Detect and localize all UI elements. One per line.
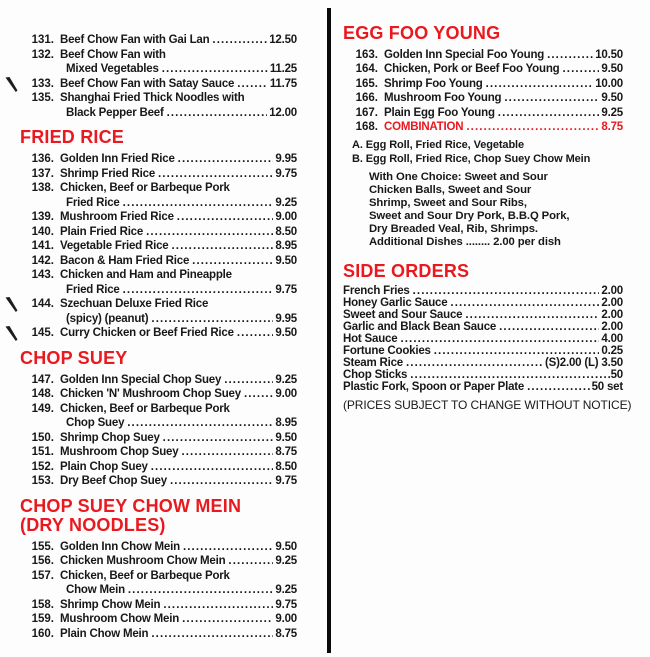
item-name: Golden Inn Special Foo Young <box>384 49 545 61</box>
item-number: 142. <box>31 254 54 267</box>
section-fried-rice <box>20 128 297 341</box>
menu-item-line-continued <box>20 106 297 121</box>
menu-item-line <box>20 540 297 555</box>
item-name: Chicken and Ham and Pineapple <box>60 269 232 281</box>
menu-item <box>343 91 623 105</box>
menu-item-line <box>20 569 297 584</box>
menu-item <box>343 382 623 394</box>
dot-leader <box>237 77 268 92</box>
item-number: 152. <box>31 460 54 473</box>
item-number: 156. <box>31 555 54 567</box>
item-name: Chicken, Beef or Barbeque Pork <box>60 569 230 582</box>
item-price: 9.50 <box>275 431 297 444</box>
menu-item <box>343 346 623 358</box>
item-name: Plain Chop Suey <box>60 460 148 473</box>
item-number: 137. <box>31 167 54 180</box>
item-number: 167. <box>355 106 378 119</box>
item-price: 9.50 <box>275 327 297 339</box>
item-number: 149. <box>31 402 54 415</box>
item-name: Steam Rice <box>343 356 404 369</box>
dot-leader <box>178 152 274 167</box>
menu-item <box>343 48 623 62</box>
item-name: Golden Inn Chow Mein <box>60 540 180 553</box>
item-name: Mushroom Fried Rice <box>60 211 174 223</box>
item-price: 9.50 <box>275 540 297 553</box>
menu-item-line <box>343 77 623 91</box>
item-price: 9.00 <box>275 613 297 625</box>
item-price: 8.95 <box>275 417 297 429</box>
menu-item <box>20 167 297 182</box>
menu-item <box>20 268 297 297</box>
item-price: 9.95 <box>275 153 297 165</box>
menu-item-line <box>20 181 297 196</box>
item-number: 160. <box>31 627 54 640</box>
item-name-continued: Fried Rice <box>66 196 120 209</box>
item-price: 8.75 <box>275 627 297 640</box>
item-name: Beef Chow Fan with Satay Sauce <box>60 77 235 90</box>
dot-leader <box>486 77 594 91</box>
item-number: 147. <box>31 373 54 386</box>
menu-item-line <box>343 370 623 382</box>
item-number: 135. <box>31 92 54 104</box>
item-price: 10.50 <box>595 49 623 61</box>
item-number: 150. <box>31 431 54 444</box>
menu-item-line <box>343 91 623 105</box>
menu-item <box>20 387 297 402</box>
item-price: 2.00 <box>601 297 623 310</box>
menu-item <box>343 106 623 120</box>
item-price: 0.25 <box>601 344 623 357</box>
item-price: 9.25 <box>601 106 623 119</box>
item-name: Beef Chow Fan with <box>60 48 166 61</box>
dot-leader <box>498 106 600 120</box>
menu-item <box>20 627 297 642</box>
menu-item-line <box>20 612 297 627</box>
menu-item-line <box>20 268 297 283</box>
item-price: 9.75 <box>275 475 297 487</box>
item-list <box>20 152 297 341</box>
item-name: Golden Inn Fried Rice <box>60 153 175 165</box>
section-chop-suey-chow-mein <box>20 497 297 642</box>
menu-item-line <box>20 445 297 460</box>
text-line: With One Choice: Sweet and Sour <box>369 171 548 184</box>
item-list <box>343 286 623 393</box>
menu-item <box>20 91 297 120</box>
dot-leader <box>466 120 599 134</box>
item-price: 9.25 <box>275 196 297 209</box>
item-name: French Fries <box>343 285 410 298</box>
item-name: Plain Fried Rice <box>60 225 144 238</box>
item-price: 9.75 <box>275 598 297 611</box>
item-name: Plain Chow Mein <box>60 627 149 640</box>
menu-item-line <box>20 373 297 388</box>
menu-item <box>20 569 297 598</box>
menu-item-line-continued <box>20 62 297 77</box>
item-number: 133. <box>31 77 54 90</box>
dot-leader <box>162 62 268 77</box>
dot-leader <box>170 474 273 489</box>
dot-leader <box>228 554 273 569</box>
menu-item-line <box>20 239 297 254</box>
item-number: 132. <box>31 48 54 61</box>
menu-item-line <box>20 91 297 106</box>
item-number: 163. <box>355 49 378 61</box>
menu-item-line <box>343 48 623 62</box>
menu-item <box>343 62 623 76</box>
menu-item <box>20 460 297 475</box>
item-name: Bacon & Ham Fried Rice <box>60 254 190 267</box>
dot-leader <box>400 334 599 346</box>
item-number: 166. <box>355 92 378 105</box>
item-number: 136. <box>31 153 54 165</box>
menu-item <box>20 48 297 77</box>
item-list <box>20 540 297 642</box>
column-divider <box>327 8 331 653</box>
menu-item-line-continued <box>20 583 297 598</box>
item-number: 159. <box>31 613 54 625</box>
dot-leader <box>450 298 599 310</box>
menu-item-line <box>20 48 297 63</box>
dot-leader <box>151 460 274 475</box>
item-price: 8.95 <box>275 240 297 252</box>
item-name: Fortune Cookies <box>343 344 431 357</box>
dot-leader <box>123 196 274 211</box>
menu-item <box>20 77 297 92</box>
menu-item <box>343 370 623 382</box>
menu-item-line <box>343 346 623 358</box>
item-number: 168. <box>355 121 378 134</box>
item-number: 141. <box>31 240 54 252</box>
menu-item <box>20 598 297 613</box>
dot-leader <box>406 358 543 370</box>
menu-item-line <box>20 554 297 569</box>
item-name: Plastic Fork, Spoon or Paper Plate <box>343 380 525 393</box>
menu-item-line <box>20 598 297 613</box>
item-number: 139. <box>31 211 54 223</box>
menu-item <box>343 77 623 91</box>
dot-leader <box>192 254 273 269</box>
menu-item <box>20 445 297 460</box>
item-number: 155. <box>31 540 54 553</box>
menu-item <box>20 431 297 446</box>
item-number: 165. <box>355 77 378 90</box>
item-number: 140. <box>31 225 54 238</box>
menu-item-line <box>20 326 297 341</box>
item-price: 9.50 <box>601 92 623 105</box>
dot-leader <box>151 627 273 642</box>
item-list <box>20 373 297 489</box>
menu-item <box>20 152 297 167</box>
item-price: 9.25 <box>275 584 297 596</box>
dot-leader <box>146 225 273 240</box>
item-name: Chicken, Pork or Beef Foo Young <box>384 63 560 76</box>
menu-item-line <box>20 254 297 269</box>
text-line: Additional Dishes ........ 2.00 per dish <box>369 236 561 249</box>
item-price: 8.50 <box>275 460 297 473</box>
menu-item-line <box>20 77 297 92</box>
item-price: 9.75 <box>275 283 297 296</box>
item-name: Mushroom Chop Suey <box>60 446 179 458</box>
item-name: Golden Inn Special Chop Suey <box>60 373 222 386</box>
item-name: Sweet and Sour Sauce <box>343 309 463 322</box>
item-name: Chicken Mushroom Chow Mein <box>60 555 226 567</box>
item-number: 143. <box>31 269 54 281</box>
dot-leader <box>237 326 274 341</box>
item-name: Chop Sticks <box>343 368 408 381</box>
item-name-continued: (spicy) (peanut) <box>66 312 149 325</box>
menu-item <box>20 181 297 210</box>
section-heading-line2: (DRY NOODLES) <box>20 514 166 535</box>
menu-item-line <box>20 167 297 182</box>
item-price: 11.75 <box>269 77 297 90</box>
item-name: Shrimp Chow Mein <box>60 598 161 611</box>
item-price: 2.00 <box>601 309 623 322</box>
section-side-orders <box>343 261 632 413</box>
item-price: 9.50 <box>601 63 623 76</box>
dot-leader <box>181 445 273 460</box>
dot-leader <box>562 62 599 76</box>
section-chop-suey <box>20 349 297 489</box>
menu-item <box>20 373 297 388</box>
item-number: 145. <box>31 327 54 339</box>
item-name: Mushroom Foo Young <box>384 92 502 105</box>
text-line: Dry Breaded Veal, Rib, Shrimps. <box>369 223 538 236</box>
dot-leader <box>547 48 593 62</box>
menu-item-line <box>20 431 297 446</box>
dot-leader <box>499 322 599 334</box>
menu-item-line <box>343 382 623 394</box>
menu-item-line <box>343 358 623 370</box>
text-line: B. Egg Roll, Fried Rice, Chop Suey Chow Mein <box>352 152 591 165</box>
item-list <box>20 33 297 120</box>
section-egg-foo-young <box>343 24 623 249</box>
menu-item-line <box>20 210 297 225</box>
item-price: 8.75 <box>601 121 623 134</box>
right-column <box>343 23 632 413</box>
item-name: Chicken, Beef or Barbeque Pork <box>60 402 230 415</box>
item-number: 157. <box>31 569 54 582</box>
section-heading: EGG FOO YOUNG <box>343 23 501 43</box>
menu-item-line <box>343 334 623 346</box>
text-line: Shrimp, Sweet and Sour Ribs, <box>369 197 527 210</box>
item-name: Beef Chow Fan with Gai Lan <box>60 34 210 46</box>
dot-leader <box>163 431 274 446</box>
item-price: 9.00 <box>275 211 297 223</box>
item-price: 9.50 <box>275 254 297 267</box>
item-name: Szechuan Deluxe Fried Rice <box>60 298 209 310</box>
menu-item <box>20 474 297 489</box>
menu-item-line <box>20 460 297 475</box>
dot-leader <box>172 239 274 254</box>
dot-leader <box>167 106 268 121</box>
item-name: Chicken 'N' Mushroom Chop Suey <box>60 388 241 400</box>
menu-item-line-continued <box>20 312 297 327</box>
item-name: Vegetable Fried Rice <box>60 240 169 252</box>
text-line: A. Egg Roll, Fried Rice, Vegetable <box>352 139 525 152</box>
dot-leader <box>128 583 274 598</box>
menu-item-line <box>20 152 297 167</box>
dot-leader <box>123 283 274 298</box>
item-price: 8.50 <box>275 225 297 238</box>
item-price: 11.25 <box>269 63 297 75</box>
dot-leader <box>410 370 605 382</box>
menu-item-line-continued <box>20 283 297 298</box>
menu-item-line <box>20 387 297 402</box>
dot-leader <box>151 312 273 327</box>
section-heading: CHOP SUEY CHOW MEIN <box>20 495 242 516</box>
item-name-continued: Chop Suey <box>66 417 125 429</box>
menu-item-line <box>20 402 297 417</box>
section-noodles-continued <box>20 33 297 120</box>
slash-mark-icon <box>5 297 18 312</box>
item-price: 9.25 <box>275 373 297 386</box>
item-price: 9.00 <box>275 388 297 400</box>
menu-item <box>20 326 297 341</box>
item-list <box>343 48 623 134</box>
dot-leader <box>127 416 273 431</box>
slash-mark-icon <box>5 77 18 92</box>
left-column <box>0 0 327 641</box>
item-number: 138. <box>31 182 54 194</box>
item-price: 2.00 <box>601 320 623 333</box>
item-price: 50 set <box>591 380 623 393</box>
item-name: Dry Beef Chop Suey <box>60 475 167 487</box>
menu-item <box>20 402 297 431</box>
item-price: 9.95 <box>275 312 297 325</box>
dot-leader <box>434 346 600 358</box>
menu-item <box>20 540 297 555</box>
combo-note <box>369 171 623 249</box>
item-price: 9.25 <box>275 555 297 567</box>
menu-item-line <box>20 33 297 48</box>
item-name-continued: Mixed Vegetables <box>66 63 159 75</box>
item-number: 151. <box>31 446 54 458</box>
menu-item-line <box>343 106 623 120</box>
item-number: 158. <box>31 598 54 611</box>
item-number: 164. <box>355 63 378 76</box>
menu-item <box>343 358 623 370</box>
dot-leader <box>158 167 273 182</box>
slash-mark-icon <box>5 326 18 341</box>
item-number: 144. <box>31 298 54 310</box>
dot-leader <box>504 91 599 105</box>
dot-leader <box>163 598 273 613</box>
text-line: Sweet and Sour Dry Pork, B.B.Q Pork, <box>369 210 570 223</box>
item-name: Shanghai Fried Thick Noodles with <box>60 92 245 104</box>
dot-leader <box>177 210 274 225</box>
item-name: Curry Chicken or Beef Fried Rice <box>60 327 234 339</box>
section-heading: FRIED RICE <box>20 127 125 147</box>
item-name: Honey Garlic Sauce <box>343 297 448 310</box>
menu-item <box>343 334 623 346</box>
item-number: 148. <box>31 388 54 400</box>
item-name-continued: Fried Rice <box>66 283 120 296</box>
item-name: Plain Egg Foo Young <box>384 106 495 119</box>
dot-leader <box>527 382 589 394</box>
menu-item <box>20 210 297 225</box>
menu-item <box>20 297 297 326</box>
menu-item <box>20 225 297 240</box>
item-number: 153. <box>31 475 54 487</box>
item-name: Garlic and Black Bean Sauce <box>343 320 497 333</box>
menu-item <box>20 612 297 627</box>
item-name: Mushroom Chow Mein <box>60 613 180 625</box>
menu-item <box>20 33 297 48</box>
item-name: Shrimp Foo Young <box>384 77 483 90</box>
dot-leader <box>183 540 273 555</box>
item-name: Chicken, Beef or Barbeque Pork <box>60 182 230 194</box>
dot-leader <box>244 387 273 402</box>
menu-item-line <box>20 297 297 312</box>
item-name: Hot Sauce <box>343 332 398 345</box>
item-price: 12.00 <box>269 106 297 119</box>
menu-item-line <box>20 225 297 240</box>
text-line: Chicken Balls, Sweet and Sour <box>369 184 532 197</box>
item-price: .50 <box>607 368 623 381</box>
item-price: 10.00 <box>595 77 623 90</box>
item-price: 2.00 <box>601 285 623 298</box>
item-price: 12.50 <box>269 34 297 46</box>
item-price: 8.75 <box>275 446 297 458</box>
menu-item-line <box>343 120 623 134</box>
price-notice: (PRICES SUBJECT TO CHANGE WITHOUT NOTICE) <box>343 398 632 413</box>
menu-item-line <box>20 474 297 489</box>
item-number: 131. <box>31 34 54 46</box>
combo-options <box>352 139 623 166</box>
menu-item-line-continued <box>20 196 297 211</box>
item-price: (S)2.00 (L) 3.50 <box>545 356 623 369</box>
item-name: Shrimp Chop Suey <box>60 431 160 444</box>
item-name: COMBINATION <box>384 121 464 134</box>
item-name: Shrimp Fried Rice <box>60 167 156 180</box>
item-name-continued: Black Pepper Beef <box>66 106 164 119</box>
dot-leader <box>212 33 267 48</box>
section-heading: SIDE ORDERS <box>343 261 470 282</box>
dot-leader <box>224 373 273 388</box>
menu-item <box>20 554 297 569</box>
menu-item-line <box>20 627 297 642</box>
menu-item-line-continued <box>20 416 297 431</box>
menu-item <box>20 254 297 269</box>
menu-item <box>343 120 623 134</box>
menu-item <box>20 239 297 254</box>
section-heading: CHOP SUEY <box>20 347 128 368</box>
item-price: 4.00 <box>601 332 623 345</box>
item-price: 9.75 <box>275 167 297 180</box>
item-name-continued: Chow Mein <box>66 584 125 596</box>
menu-item-line <box>343 62 623 76</box>
dot-leader <box>182 612 273 627</box>
